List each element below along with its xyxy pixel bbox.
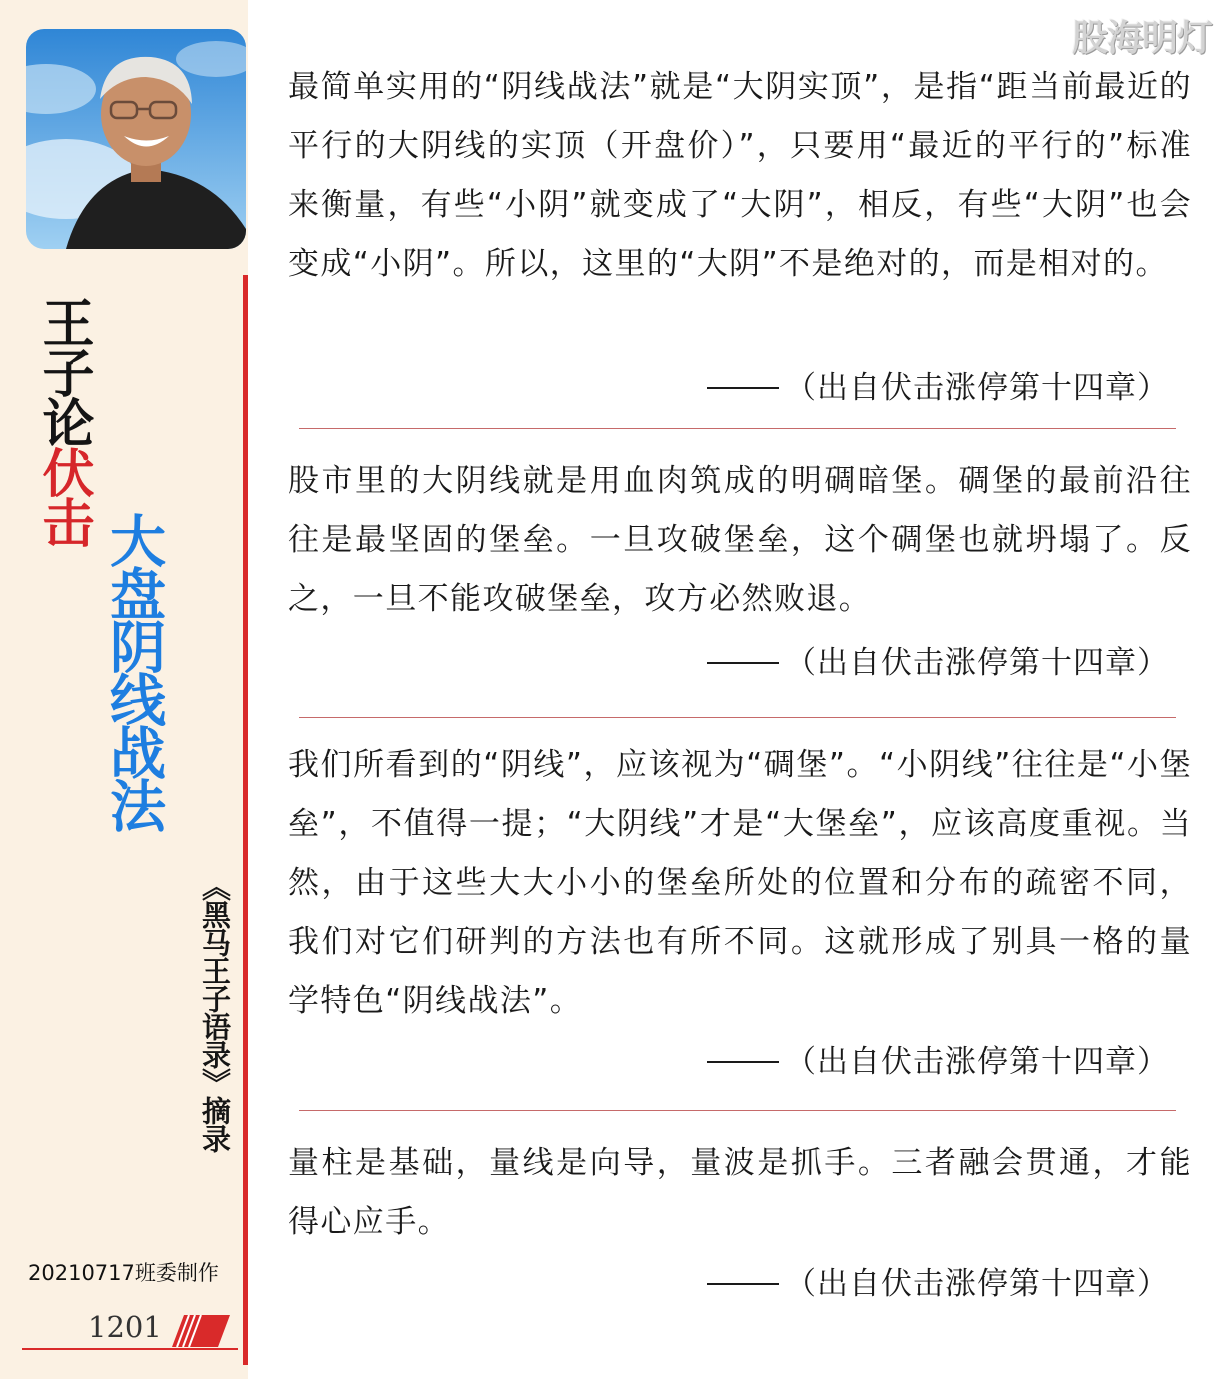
page-number-underline xyxy=(22,1348,238,1350)
quote-source-2 xyxy=(707,637,1169,682)
author-portrait-image xyxy=(26,29,246,249)
quote-source-3 xyxy=(707,1036,1169,1081)
quote-text-3: 我们所看到的“阴线”，应该视为“碉堡”。“小阴线”往往是“小堡垒”，不值得一提；“大阴线”才是“大堡垒”，应该高度重视。当然，由于这些大大小小的堡垒所处的位置和分布的疏密不同，我们对它们研判的方法也有所不同。这就形成了别具一格的量学特色“阴线战法”。 xyxy=(288,747,1192,1019)
quote-source-4 xyxy=(707,1258,1169,1303)
section-divider xyxy=(299,1110,1176,1111)
section-divider xyxy=(299,428,1176,429)
sidebar-red-rule xyxy=(243,275,248,1365)
page-number: 1201 xyxy=(88,1310,162,1344)
page-stripe-icon xyxy=(172,1315,232,1347)
book-source: 《黑马王子语录》摘录 xyxy=(198,872,232,1152)
column-title xyxy=(33,296,94,546)
author-photo xyxy=(26,29,246,249)
section-divider xyxy=(299,717,1176,718)
quote-source-1 xyxy=(707,362,1169,407)
quote-source-label: （出自伏击涨停第十四章） xyxy=(785,1044,1169,1080)
quote-source-label: （出自伏击涨停第十四章） xyxy=(785,645,1169,681)
quote-text-1: 最简单实用的“阴线战法”就是“大阴实顶”，是指“距当前最近的平行的大阴线的实顶（开盘价）”，只要用“最近的平行的”标准来衡量，有些“小阴”就变成了“大阴”，相反，有些“大阴”也会变成“小阴”。所以，这里的“大阴”不是绝对的，而是相对的。 xyxy=(288,69,1192,282)
source-dash xyxy=(707,1283,779,1285)
source-dash xyxy=(707,662,779,664)
quote-text-4: 量柱是基础，量线是向导，量波是抓手。三者融会贯通，才能得心应手。 xyxy=(288,1145,1192,1240)
quote-source-label: （出自伏击涨停第十四章） xyxy=(785,1266,1169,1302)
source-dash xyxy=(707,1061,779,1063)
column-title-red: 伏击 xyxy=(33,446,94,546)
quote-source-label: （出自伏击涨停第十四章） xyxy=(785,370,1169,406)
column-title-black: 王子论 xyxy=(33,296,94,446)
maker-credit: 20210717班委制作 xyxy=(28,1261,219,1285)
watermark: 股海明灯 xyxy=(1072,18,1213,59)
topic-title: 大盘阴线战法 xyxy=(101,512,167,830)
source-dash xyxy=(707,387,779,389)
quote-text-2: 股市里的大阴线就是用血肉筑成的明碉暗堡。碉堡的最前沿往往是最坚固的堡垒。一旦攻破堡垒，这个碉堡也就坍塌了。反之，一旦不能攻破堡垒，攻方必然败退。 xyxy=(288,463,1192,617)
